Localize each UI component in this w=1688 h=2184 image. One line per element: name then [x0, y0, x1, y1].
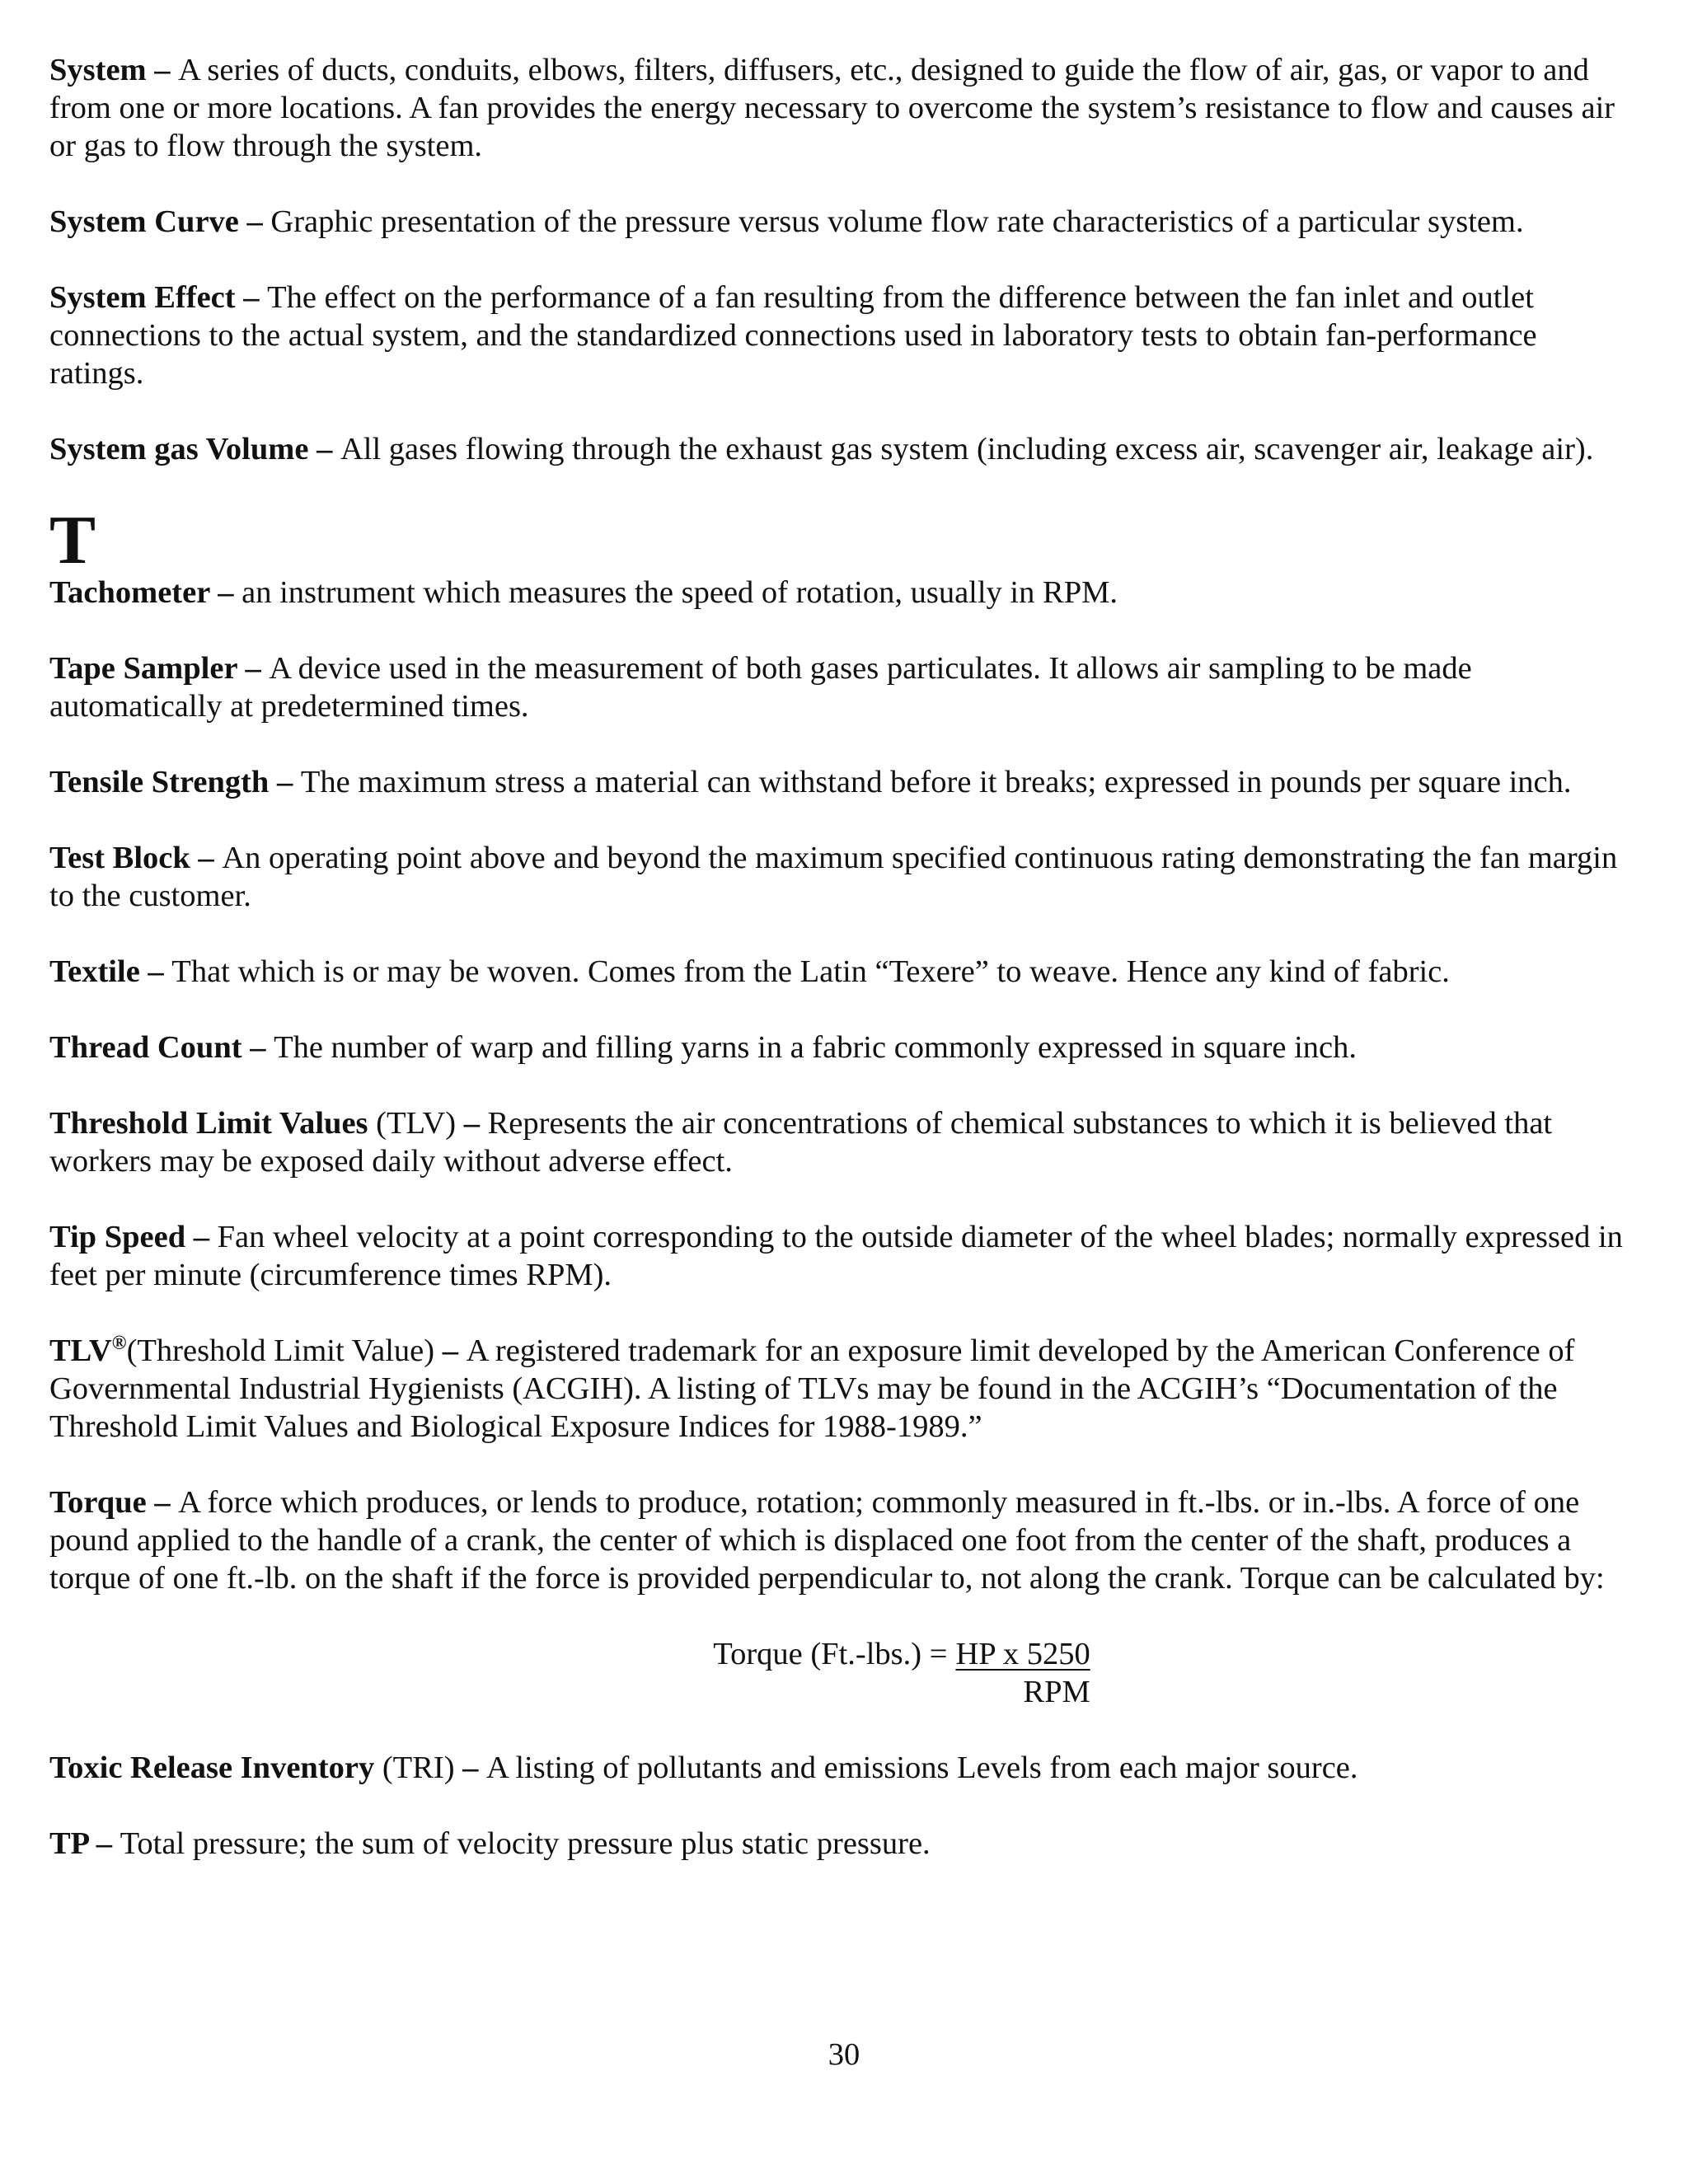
- glossary-definition: an instrument which measures the speed of rotation, usually in RPM.: [241, 575, 1118, 610]
- glossary-entry-torque: [49, 1483, 1639, 1597]
- term-separator: –: [237, 651, 270, 686]
- glossary-entry-tachometer: [49, 574, 1639, 612]
- term-separator: –: [88, 1826, 120, 1861]
- term-separator: –: [235, 280, 268, 315]
- term-separator: –: [209, 575, 242, 610]
- glossary-entry-textile: [49, 953, 1639, 991]
- glossary-term: System: [49, 53, 147, 87]
- registered-trademark-mark: ®: [111, 1333, 127, 1354]
- glossary-term: Tip Speed: [49, 1220, 186, 1254]
- glossary-entry-system-effect: [49, 279, 1639, 392]
- glossary-entry-tlv: [49, 1332, 1639, 1446]
- glossary-term: Tachometer: [49, 575, 210, 610]
- glossary-abbreviation: (Threshold Limit Value): [126, 1333, 435, 1368]
- glossary-term: System Effect: [49, 280, 236, 315]
- term-separator: –: [190, 841, 223, 875]
- section-letter-heading: T: [49, 502, 96, 579]
- term-separator: –: [454, 1750, 487, 1785]
- glossary-entry-tape-sampler: [49, 649, 1639, 725]
- glossary-term: Torque: [49, 1485, 147, 1520]
- term-separator: –: [146, 53, 179, 87]
- glossary-definition: A registered trademark for an exposure limit developed by the American Conference of Governmental Industrial Hygienists (ACGIH). A listing of TLVs may be found in the ACGIH’s “Documentation of the Threshold Limit Values and Biological Exposure Indices for 1988-1989.”: [49, 1333, 1575, 1444]
- glossary-entry-thread-count: [49, 1029, 1639, 1066]
- glossary-definition: Graphic presentation of the pressure versus volume flow rate characteristics of a particular system.: [270, 204, 1524, 239]
- glossary-entry-threshold-limit-values: [49, 1104, 1639, 1180]
- glossary-entry-system-curve: [49, 203, 1639, 241]
- term-separator: –: [456, 1106, 488, 1141]
- page-number: 30: [828, 2037, 860, 2072]
- glossary-entry-tensile-strength: [49, 763, 1639, 801]
- term-separator: –: [434, 1333, 467, 1368]
- glossary-entry-tp: [49, 1825, 1639, 1863]
- glossary-definition: The effect on the performance of a fan resulting from the difference between the fan inlet and outlet connections to the actual system, and the standardized connections used in laboratory tests to obtain fan-performance ratings.: [49, 280, 1537, 391]
- glossary-entry-system-gas-volume: [49, 430, 1639, 468]
- glossary-term: TLV: [49, 1333, 112, 1368]
- glossary-definition: Represents the air concentrations of chemical substances to which it is believed that workers may be exposed daily without adverse effect.: [49, 1106, 1553, 1179]
- formula-numerator: HP x 5250: [955, 1637, 1090, 1671]
- glossary-definition: The number of warp and filling yarns in a fabric commonly expressed in square inch.: [274, 1030, 1357, 1065]
- glossary-entry-system: [49, 51, 1639, 165]
- glossary-abbreviation: (TRI): [374, 1750, 455, 1785]
- glossary-definition: The maximum stress a material can withstand before it breaks; expressed in pounds per square inch.: [300, 765, 1572, 799]
- glossary-definition: An operating point above and beyond the maximum specified continuous rating demonstrating the fan margin to the customer.: [49, 841, 1618, 913]
- formula-denominator: RPM: [1023, 1675, 1090, 1709]
- glossary-term: System gas Volume: [49, 432, 309, 466]
- glossary-term: Textile: [49, 954, 140, 989]
- glossary-definition: All gases flowing through the exhaust gas system (including excess air, scavenger air, leakage air).: [340, 432, 1594, 466]
- glossary-term: System Curve: [49, 204, 239, 239]
- glossary-abbreviation: (TLV): [368, 1106, 457, 1141]
- glossary-definition: Total pressure; the sum of velocity pressure plus static pressure.: [120, 1826, 931, 1861]
- glossary-definition: A series of ducts, conduits, elbows, filters, diffusers, etc., designed to guide the flow of air, gas, or vapor to and from one or more locations. A fan provides the energy necessary to overcome the system’s resistance to flow and causes air or gas to flow through the system.: [49, 53, 1615, 163]
- term-separator: –: [185, 1220, 218, 1254]
- term-separator: –: [269, 765, 301, 799]
- glossary-entry-test-block: [49, 839, 1639, 915]
- glossary-definition: A device used in the measurement of both gases particulates. It allows air sampling to be made automatically at predetermined times.: [49, 651, 1472, 724]
- glossary-term: Threshold Limit Values: [49, 1106, 368, 1141]
- glossary-term: TP: [49, 1826, 89, 1861]
- term-separator: –: [139, 954, 172, 989]
- glossary-term: Tensile Strength: [49, 765, 270, 799]
- glossary-definition: Fan wheel velocity at a point corresponding to the outside diameter of the wheel blades; normally expressed in feet per minute (circumference times RPM).: [49, 1220, 1623, 1292]
- glossary-entry-tip-speed: [49, 1218, 1639, 1294]
- term-separator: –: [146, 1485, 179, 1520]
- glossary-definition: That which is or may be woven. Comes from the Latin “Texere” to weave. Hence any kind of fabric.: [171, 954, 1450, 989]
- formula-lhs: Torque (Ft.-lbs.) =: [713, 1637, 948, 1671]
- glossary-term: Toxic Release Inventory: [49, 1750, 375, 1785]
- glossary-term: Thread Count: [49, 1030, 242, 1065]
- glossary-term: Test Block: [49, 841, 190, 875]
- term-separator: –: [238, 204, 271, 239]
- term-separator: –: [241, 1030, 274, 1065]
- glossary-definition: A force which produces, or lends to produce, rotation; commonly measured in ft.-lbs. or in.-lbs. A force of one pound applied to the handle of a crank, the center of which is displaced one foot from the center of the shaft, produces a torque of one ft.-lb. on the shaft if the force is provided perpendicular to, not along the crank. Torque can be calculated by:: [49, 1485, 1605, 1596]
- term-separator: –: [308, 432, 340, 466]
- glossary-entry-toxic-release-inventory: [49, 1749, 1639, 1787]
- glossary-term: Tape Sampler: [49, 651, 237, 686]
- torque-formula: [49, 1635, 1639, 1711]
- glossary-definition: A listing of pollutants and emissions Levels from each major source.: [486, 1750, 1358, 1785]
